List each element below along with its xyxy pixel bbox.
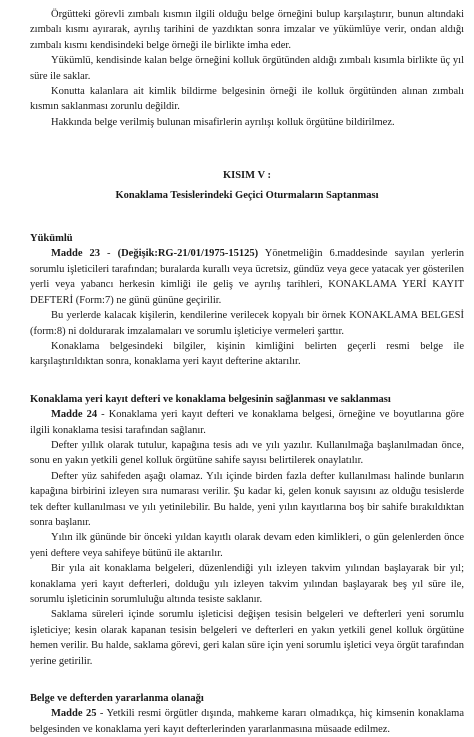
section1-paragraph-3: Konaklama belgesindeki bilgiler, kişinin kimliğini belirten geçerli resmi belge ile karşılaştırıldıktan sonra, konaklama yeri kayıt defterine aktarılır. [30, 340, 464, 368]
madde-25-label: Madde 25 [51, 708, 97, 720]
intro-paragraph-2: Yükümlü, kendisinde kalan belge örneğini kolluk örgütünden aldığı zımbalı kısımla birlikte üç yıl süre ile saklar. [30, 55, 464, 82]
chapter-number: KISIM V : [222, 170, 272, 182]
madde-23-amendment: (Değişik:RG-21/01/1975-15125) [117, 248, 259, 260]
intro-paragraph-1: Örgütteki görevli zımbalı kısmın ilgili olduğu belge örneğini bulup karşılaştırır, bunun altındaki zımbalı kısmı ayırarak, ayrılış tarihini de yazdıktan sonra imzalar ve yükümlüye verir, ondan aldığı zımbalı kısmı kendisindeki belge örneği ile birlikte imha eder. [30, 9, 464, 51]
madde-25-text: - Yetkili resmi örgütler dışında, mahkeme kararı olmadıkça, hiç kimsenin konaklama belgesinden ve konaklama yeri kayıt defterlerinden yararlanmasına müsaade edilmez. [30, 708, 464, 735]
madde-24-text: - Konaklama yeri kayıt defteri ve konaklama belgesi, örneğine ve boyutlarına göre ilgili konaklama tesisi tarafından sağlanır. [30, 409, 465, 436]
section1-paragraph-2: Bu yerlerde kalacak kişilerin, kendilerine verilecek kopyalı bir örnek KONAKLAMA BELGESİ (form:8) ni doldurarak imzalamaları ve sorumlu işleticiye vermeleri şarttır. [30, 310, 464, 337]
section-heading-yararlanma: Belge ve defterden yararlanma olanağı [30, 693, 204, 705]
section2-paragraph-2: Defter yıllık olarak tutulur, kapağına tesis adı ve yılı yazılır. Kullanılmağa başlanılmadan önce, sonu en yakın yetkili genel kolluk örgütüne sahife sayısı belirtilerek onaylatılır. [30, 439, 464, 467]
madde-23-paragraph: Madde 23 - (Değişik:RG-21/01/1975-15125) Yönetmeliğin 6.maddesinde sayılan yerlerin sorumlu işleticileri tarafından; buralarda kurallı veya ücretsiz, gündüz veya gece yatacak yer gösterilen yerli veya yabancı herkesin kimliği ile geliş ve ayrılış tarihleri, KONAKLAMA YERİ KAYIT DEFTERİ (Form:7) ne günü gününe geçirilir. [30, 248, 465, 306]
section2-paragraph-6: Saklama süreleri içinde sorumlu işleticisi değişen tesisin belgeleri ve defterleri yeni sorumlu işleticiye; kesin olarak kapanan tesisin belgeleri ve defterleri en yakın yetkili genel kolluk örgütüne hemen verilir. Bu halde, saklama görevi, geri kalan süre için yeni sorumlu işletici veya örgüt tarafından yerine getirilir. [30, 609, 464, 667]
madde-24-paragraph [30, 407, 464, 438]
section2-paragraph-5: Bir yıla ait konaklama belgeleri, düzenlendiği yılı izleyen takvim yılından başlayarak bir yıl; konaklama yeri kayıt defterleri, dolduğu yılı izleyen takvim yılından başlayarak beş yıl süre ile, sorumlu işleticinin sorumluluğu altında tesiste saklanır. [30, 563, 464, 605]
section-heading-kayit-defteri: Konaklama yeri kayıt defteri ve konaklama belgesinin sağlanması ve saklanması [30, 393, 391, 405]
section-heading-yukumlu: Yükümlü [30, 233, 73, 245]
section2-paragraph-4: Yılın ilk gününde bir önceki yıldan kayıtlı olarak devam eden kimlikleri, o gün gelenlerden önce yeni deftere veya sahifeye bütünü ile aktarılır. [30, 532, 464, 559]
madde-23-label: Madde 23 [51, 248, 101, 260]
chapter-title: Konaklama Tesislerindeki Geçici Oturmaların Saptanması [115, 189, 379, 201]
section2-paragraph-3: Defter yüz sahifeden aşağı olamaz. Yılı içinde birden fazla defter kullanılması halinde bunların kapağına birbirini izleyen sıra numarası verilir. Şu kadar ki, gelen konuk sayısını az olduğu tesislerde tek defter kullanılması ve yılı yetinilebilir. Bu halde, yeni yılın kayıtlarına boş bir sahife bırakıldıktan sonra başlanır. [30, 470, 464, 528]
intro-paragraph-4: Hakkında belge verilmiş bulunan misafirlerin ayrılışı kolluk örgütüne bildirilmez. [51, 116, 395, 128]
madde-25-paragraph [30, 706, 464, 737]
madde-24-label: Madde 24 [51, 409, 98, 421]
intro-paragraph-3: Konutta kalanlara ait kimlik bildirme belgesinin örneği ile kolluk örgütünden alınan zımbalı kısmın saklanması zorunlu değildir. [30, 86, 464, 113]
madde-23-text: Yönetmeliğin 6.maddesinde sayılan yerlerin sorumlu işleticileri tarafından; buralarda kurallı veya ücretsiz, gündüz veya gece yatacak yer gösterilen yerli veya yabancı herkesin kimliği ile geliş ve ayrılış tarihleri, KONAKLAMA YERİ KAYIT DEFTERİ (Form:7) ne günü gününe geçirilir. [30, 248, 465, 306]
